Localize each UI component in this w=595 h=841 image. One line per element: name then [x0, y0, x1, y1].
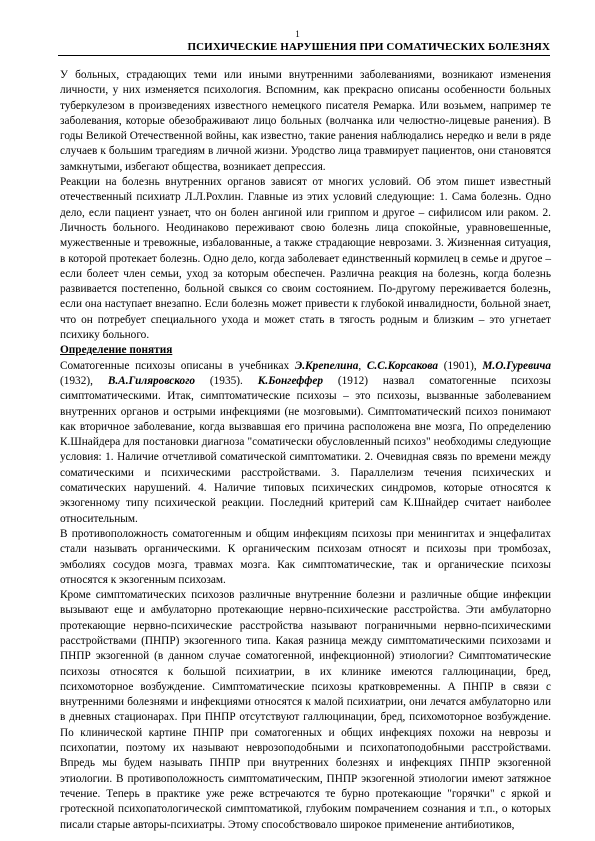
author-gurevich: М.О.Гуревича: [482, 359, 551, 372]
text-run: (1912) назвал соматогенные психозы симптоматическими. Итак, симптоматические психозы – это психозы, вызванные заболеванием внутренних органов и острыми инфекциями (не мозговыми). Симптоматический психоз понимают как вторичное заболевание, когда вызвавшая его причина расположена вне мозга, По определению К.Шнайдера для постановки диагноза "соматически обусловленный психоз" необходимы следующие условия: 1. Наличие отчетливой соматической симптоматики. 2. Очевидная связь по времени между соматическими и психическими расстройствами. 3. Параллелизм течения психических и соматических нарушений. 4. Наличие типовых психических синдромов, которые относятся к экзогенному типу психической реакции. Последний критерий сам К.Шнайдер считает наиболее относительным.: [60, 374, 551, 525]
page-title: ПСИХИЧЕСКИЕ НАРУШЕНИЯ ПРИ СОМАТИЧЕСКИХ БОЛЕЗНЯХ: [187, 41, 550, 53]
text-run: (1932),: [60, 374, 108, 387]
definition-paragraph-2: В противоположность соматогенным и общим инфекциям психозы при менингитах и энцефалитах стали называть органическими. К органическим психозам относят и психозы при тромбозах, эмболиях сосудов мозга, травмах мозга. Как симптоматические, так и органические психозы относятся к экзогенным психозам.: [60, 527, 551, 586]
definition-paragraph-1: [60, 359, 551, 527]
text-run: ,: [358, 359, 367, 372]
author-bonhoeffer: К.Бонгеффер: [257, 374, 324, 387]
text-run: (1901),: [438, 359, 483, 372]
author-kraepelin: Э.Крепелина: [294, 359, 359, 372]
document-body: [60, 68, 551, 833]
text-run: Соматогенные психозы описаны в учебниках: [60, 359, 295, 372]
section-heading-definition: Определение понятия: [60, 344, 173, 357]
text-run: (1935).: [195, 374, 258, 387]
definition-paragraph-3: Кроме симптоматических психозов различные внутренние болезни и различные общие инфекции вызывают еще и амбулаторно протекающие нервно-психические расстройства. Эти амбулаторно протекающие нервно-психические расстройства называют пограничными нервно-психическими расстройствами (ПНПР) экзогенного типа. Какая разница между симптоматическими психозами и ПНПР экзогенной (в данном случае соматогенной, инфекционной) этиологии? Симптоматические психозы относятся к большой психиатрии, в их клинике имеются галлюцинации, бред, психомоторное возбуждение. Симптоматические психозы кратковременны. А ПНПР в связи с внутренними болезнями и инфекциями относятся к малой психиатрии, они лечатся амбулаторно или в дневных стационарах. При ПНПР отсутствуют галлюцинации, бред, психомоторное возбуждение. По клинической картине ПНПР при соматогенных и общих инфекциях похожи на неврозы и психопатии, поэтому их называют неврозоподобными и психопатоподобными расстройствами. Впредь мы будем называть ПНПР при внутренних болезнях и инфекциях ПНПР экзогенной этиологии. В противоположность симптоматическим, ПНПР экзогенной этиологии имеют затяжное течение. Теперь в практике уже реже встречаются те бурно протекающие "горячки" с яркой и гротескной психопатологической симптоматикой, глубоким помрачением сознания и т.п., о которых писали старые авторы-психиатры. Этому способствовало широкое применение антибиотиков,: [60, 589, 551, 831]
page-number: 1: [295, 29, 300, 39]
author-gilyarovsky: В.А.Гиляровского: [107, 374, 196, 387]
intro-paragraph-2: Реакции на болезнь внутренних органов зависят от многих условий. Об этом пишет известный отечественный психиатр Л.Л.Рохлин. Главные из этих условий следующие: 1. Сама болезнь. Одно дело, если пациент узнает, что он болен ангиной или гриппом и другое – сифилисом или раком. 2. Личность больного. Неодинаково переживают свою болезнь лица спокойные, уравновешенные, мужественные и тревожные, избалованные, а также страдающие неврозами. 3. Жизненная ситуация, в которой протекает болезнь. Одно дело, когда заболевает единственный кормилец в семье и другое – если болеет член семьи, уход за которым обеспечен. Различна реакция на болезнь, когда болезнь развивается постепенно, больной свыкся со своим состоянием. По-другому переживается болезнь, если она наступает внезапно. Если болезнь может привести к глубокой инвалидности, больной знает, что он потребует специального ухода и может стать в тягость родным и близким – это угнетает психику больного.: [60, 176, 551, 342]
title-underline: [58, 55, 550, 56]
author-korsakov: С.С.Корсакова: [366, 359, 439, 372]
intro-paragraph-1: У больных, страдающих теми или иными внутренними заболеваниями, возникают изменения личности, у них изменяется психология. Вспомним, как прекрасно описаны особенности больных туберкулезом в произведениях известного немецкого писателя Ремарка. Или возьмем, например те заболевания, которые обезображивают лицо больных (волчанка или челюстно-лицевые ранения). В годы Великой Отечественной войны, как известно, такие ранения наблюдались нередко и вели в ряде случаев к большим трагедиям в личной жизни. Уродство лица травмирует пациентов, они становятся замкнутыми, избегают общества, возникает депрессия.: [60, 69, 551, 173]
